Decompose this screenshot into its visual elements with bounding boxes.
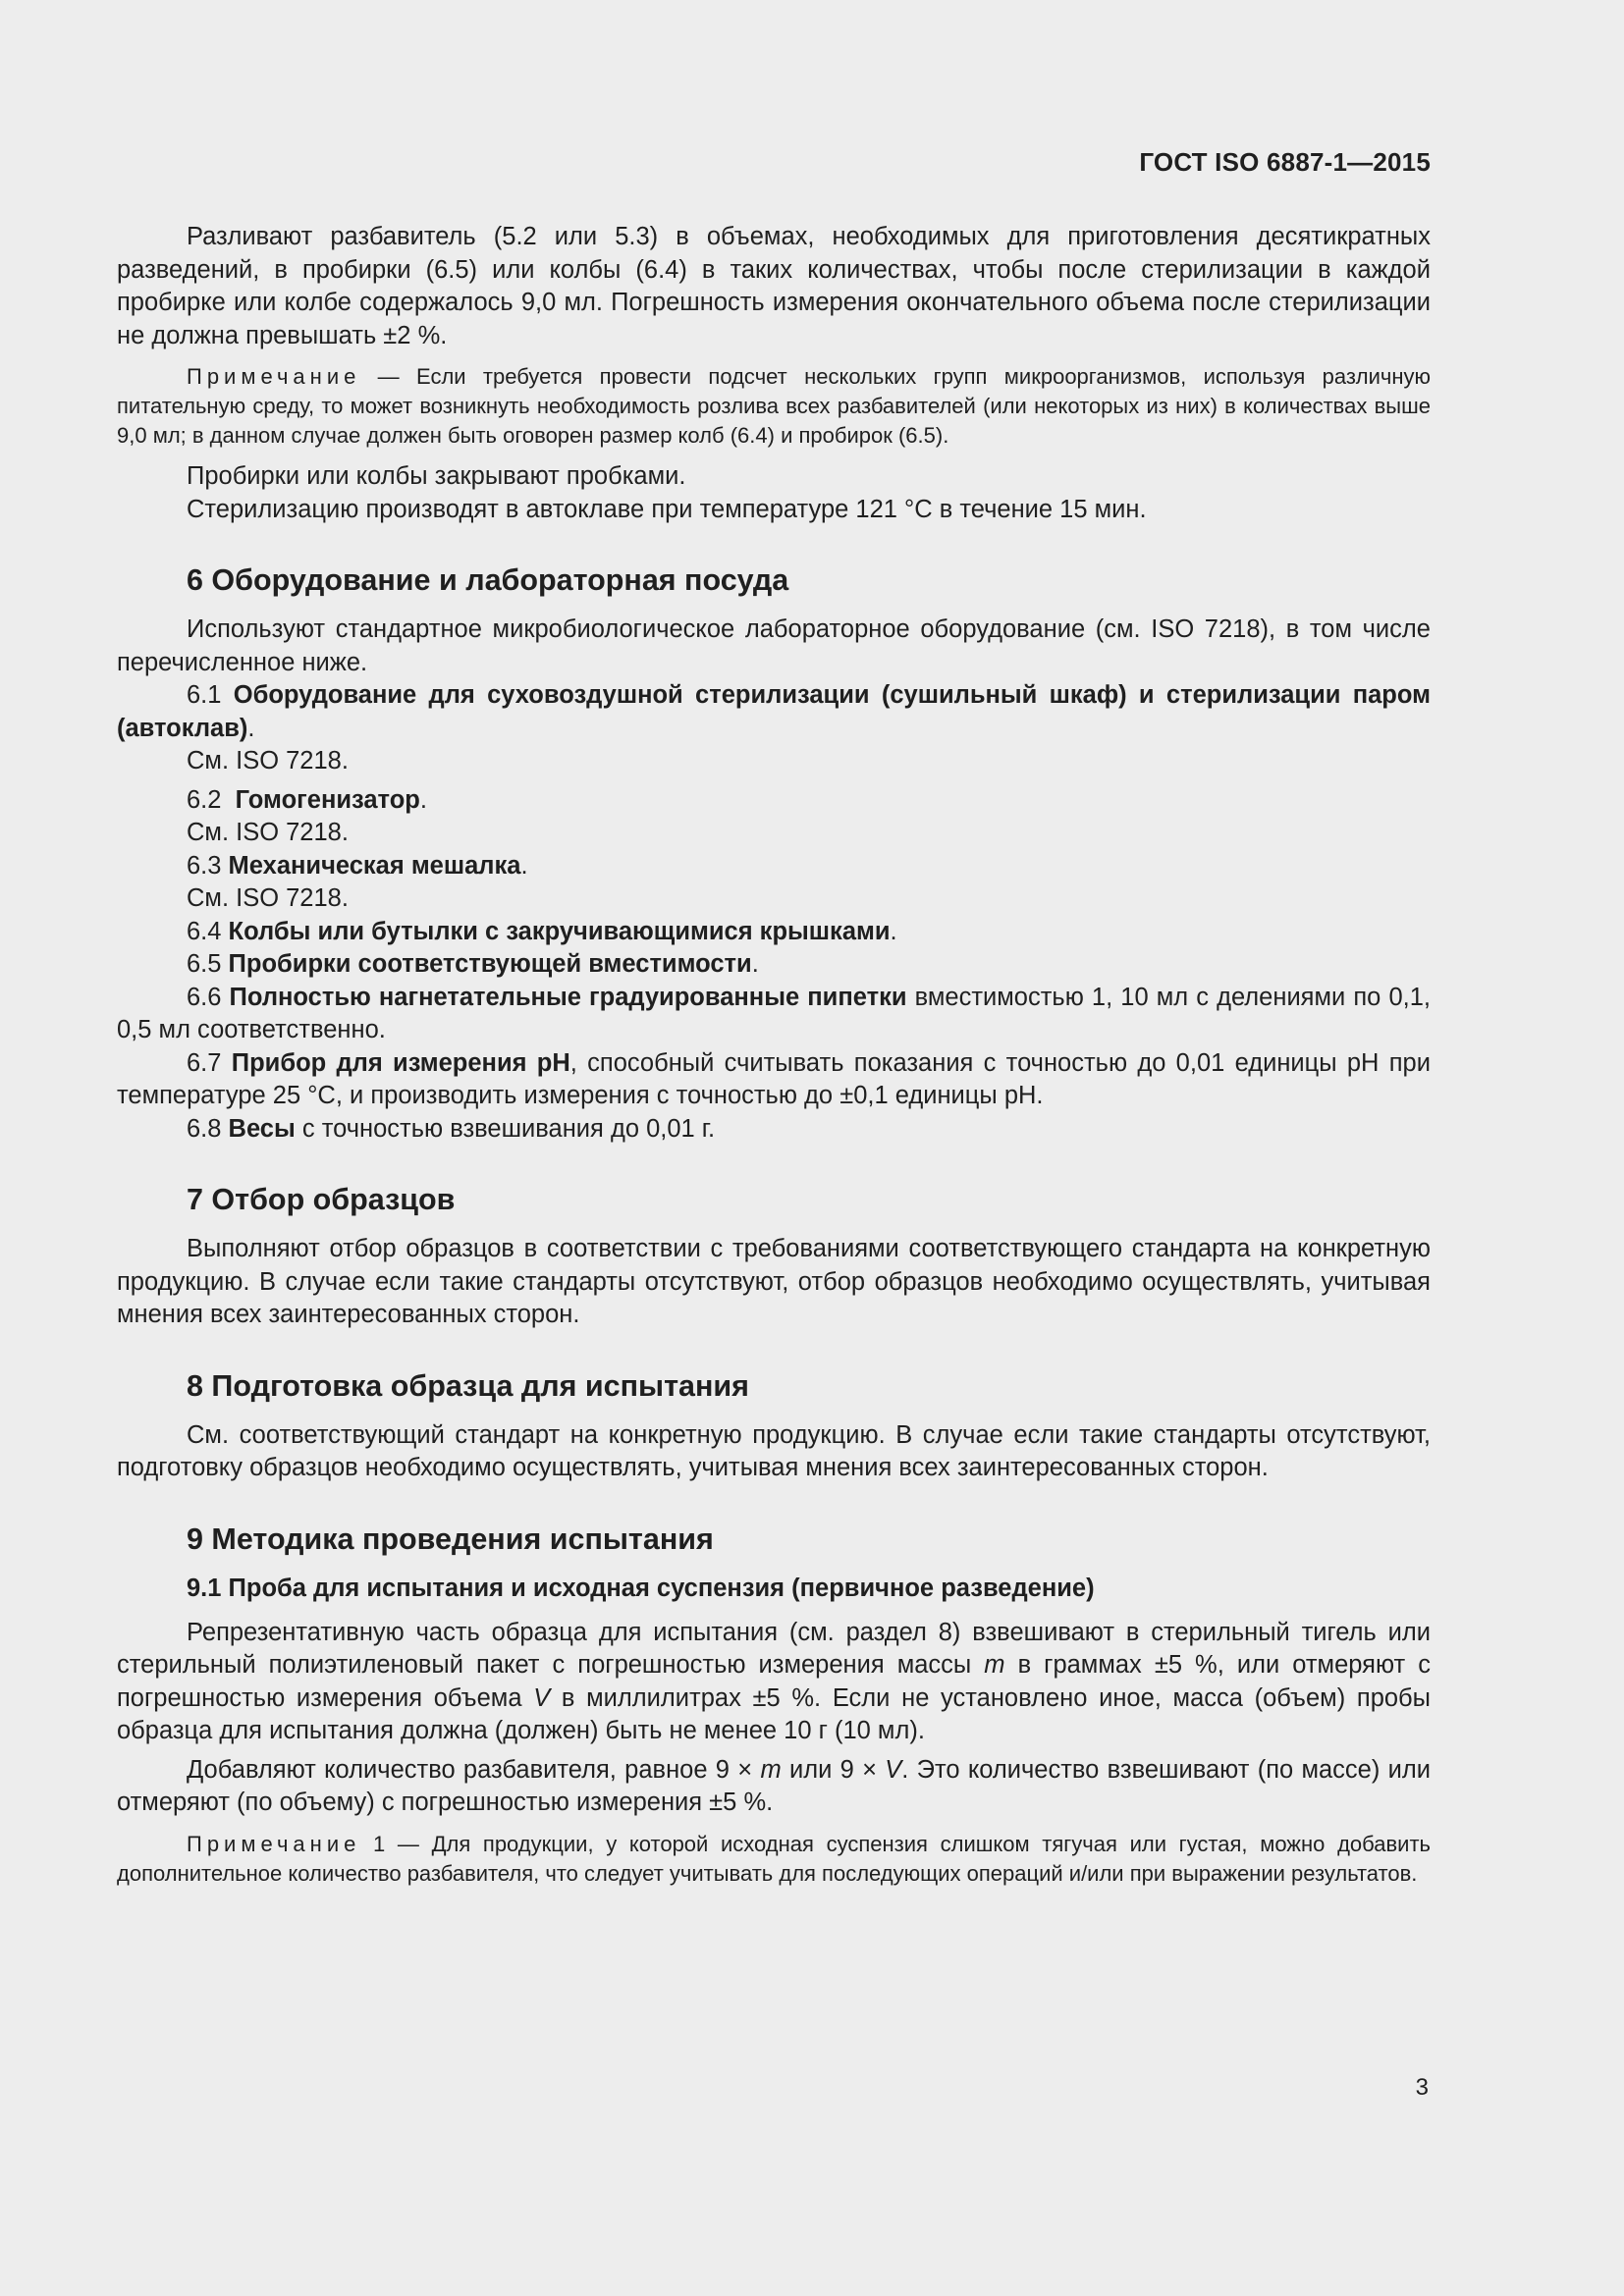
item-rest: с точностью взвешивания до 0,01 г.: [295, 1114, 716, 1143]
item-6-3: [117, 850, 1431, 883]
intro-paragraph-1: Разливают разбавитель (5.2 или 5.3) в объемах, необходимых для приготовления десятикратных разведений, в пробирки (6.5) или колбы (6.4) в таких количествах, чтобы после стерилизации в каждой пробирке или колбе содержалось 9,0 мл. Погрешность измерения окончательного объема после стерилизации не должна превышать ±2 %.: [117, 223, 1431, 349]
item-6-1: [117, 679, 1431, 745]
text-run: в миллилитрах ±5 %. Если не установлено иное, масса (объем) пробы образца для испытания должна (должен) быть не менее 10 г (10 мл).: [117, 1683, 1431, 1744]
note-label: Примечание: [187, 1831, 361, 1856]
intro-paragraph-2: Пробирки или колбы закрывают пробками.: [187, 462, 686, 490]
item-number: 6.6: [187, 983, 230, 1011]
item-title: Колбы или бутылки с закручивающимися крышками: [228, 917, 891, 945]
page-content: [117, 221, 1431, 1889]
item-rest: , способный считывать показания с точностью до 0,01 единицы рН при температуре 25 °С, и производить измерения с точностью до ±0,1 единицы рН.: [117, 1048, 1431, 1109]
item-title: Оборудование для суховоздушной стерилизации (сушильный шкаф) и стерилизации паром (автоклав): [117, 681, 1431, 742]
item-6-4: [117, 916, 1431, 949]
item-title: Механическая мешалка: [228, 851, 521, 880]
item-title: Прибор для измерения рН: [231, 1048, 570, 1077]
item-rest: .: [890, 917, 897, 945]
item-rest: .: [751, 950, 759, 978]
volume-symbol: V: [533, 1683, 551, 1712]
section-7-heading: 7 Отбор образцов: [187, 1183, 456, 1216]
note-label: Примечание: [187, 364, 361, 389]
item-6-3-reference: См. ISO 7218.: [187, 884, 349, 912]
item-number: 6.8: [187, 1114, 229, 1143]
section-9-heading: 9 Методика проведения испытания: [187, 1522, 714, 1556]
section-8-text: См. соответствующий стандарт на конкретную продукцию. В случае если такие стандарты отсутствуют, подготовку образцов необходимо осуществлять, учитывая мнения всех заинтересованных сторон.: [117, 1420, 1431, 1481]
item-number: 6.2: [187, 785, 236, 814]
item-number: 6.7: [187, 1048, 232, 1077]
note-number: 1: [360, 1831, 386, 1856]
section-6-intro: Используют стандартное микробиологическое лабораторное оборудование (см. ISO 7218), в том числе перечисленное ниже.: [117, 615, 1431, 676]
note-text: — Если требуется провести подсчет нескольких групп микроорганизмов, используя различную питательную среду, то может возникнуть необходимость розлива всех разбавителей (или некоторых из них) в количествах выше 9,0 мл; в данном случае должен быть оговорен размер колб (6.4) и пробирок (6.5).: [117, 364, 1431, 448]
item-6-2: [117, 784, 1431, 818]
item-title: Весы: [228, 1114, 296, 1143]
item-number: 6.1: [187, 681, 234, 709]
item-6-6: [117, 982, 1431, 1047]
item-title: Пробирки соответствующей вместимости: [228, 950, 752, 978]
document-header: ГОСТ ISO 6887-1—2015: [1139, 147, 1431, 177]
text-run: . Это количество взвешивают (по массе) или отмеряют (по объему) с погрешностью измерения ±5 %.: [117, 1755, 1431, 1816]
item-6-2-reference: См. ISO 7218.: [187, 819, 349, 846]
item-number: 6.3: [187, 851, 229, 880]
item-number: 6.5: [187, 950, 229, 978]
section-8-heading: 8 Подготовка образца для испытания: [187, 1368, 749, 1403]
section-9-1-paragraph-2: [117, 1754, 1431, 1820]
text-run: Репрезентативную часть образца для испытания (см. раздел 8) взвешивают в стерильный тигель или стерильный полиэтиленовый пакет с погрешностью измерения массы: [117, 1618, 1431, 1679]
subsection-9-1-heading: 9.1 Проба для испытания и исходная суспензия (первичное разведение): [187, 1574, 1095, 1602]
item-rest: .: [419, 785, 427, 814]
text-run: Добавляют количество разбавителя, равное 9 ×: [187, 1755, 761, 1784]
section-9-1-paragraph-1: [117, 1617, 1431, 1748]
page-number: 3: [1415, 2074, 1429, 2101]
mass-symbol: m: [984, 1651, 1005, 1679]
section-9-note-1: [117, 1830, 1431, 1889]
item-title: Гомогенизатор: [235, 785, 420, 814]
text-run: в граммах ±5 %, или отмеряют с погрешностью измерения объема: [117, 1651, 1431, 1712]
item-6-5: [117, 948, 1431, 982]
item-6-8: [117, 1113, 1431, 1147]
item-rest: вместимостью 1, 10 мл с делениями по 0,1, 0,5 мл соответственно.: [117, 983, 1431, 1043]
mass-symbol: m: [760, 1755, 782, 1784]
section-6-heading: 6 Оборудование и лабораторная посуда: [187, 563, 789, 597]
note-text: — Для продукции, у которой исходная суспензия слишком тягучая или густая, можно добавить дополнительное количество разбавителя, что следует учитывать для последующих операций и/или при выражении результатов.: [117, 1831, 1431, 1886]
intro-note: [117, 362, 1431, 451]
section-7-text: Выполняют отбор образцов в соответствии с требованиями соответствующего стандарта на конкретную продукцию. В случае если такие стандарты отсутствуют, отбор образцов необходимо осуществлять, учитывая мнения всех заинтересованных сторон.: [117, 1235, 1431, 1328]
text-run: или 9 ×: [781, 1755, 886, 1784]
item-rest: .: [520, 851, 528, 880]
volume-symbol: V: [885, 1755, 902, 1784]
intro-paragraph-3: Стерилизацию производят в автоклаве при температуре 121 °С в течение 15 мин.: [187, 495, 1147, 523]
item-rest: .: [247, 714, 255, 742]
item-6-7: [117, 1047, 1431, 1113]
item-number: 6.4: [187, 917, 229, 945]
item-6-1-reference: См. ISO 7218.: [187, 747, 349, 774]
item-title: Полностью нагнетательные градуированные пипетки: [229, 983, 907, 1011]
